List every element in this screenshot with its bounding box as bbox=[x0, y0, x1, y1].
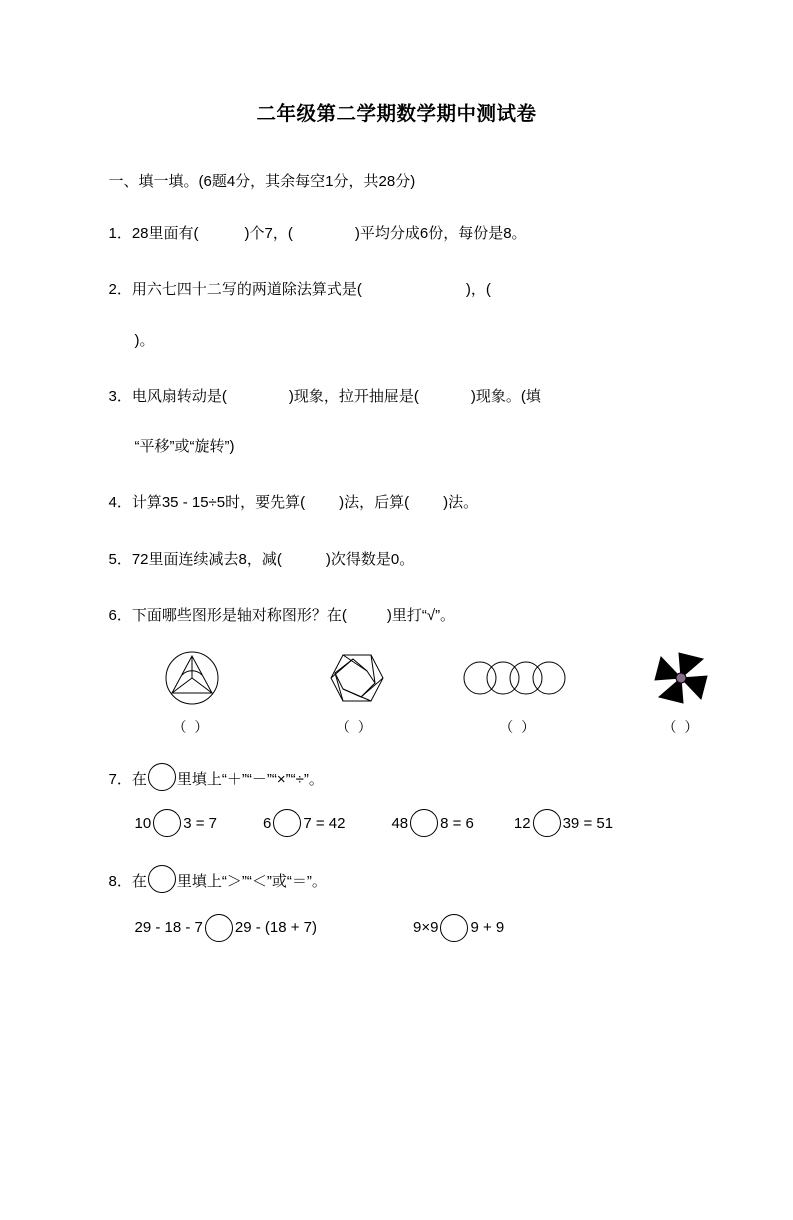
question-1-number: 1 bbox=[108, 225, 117, 242]
question-6-number: 6 bbox=[108, 606, 117, 624]
question-3-part-c: )现象。(填 bbox=[470, 387, 541, 405]
equation-right: 8 = 6 bbox=[440, 814, 474, 832]
question-6 bbox=[109, 603, 733, 629]
comparison-right: 29 - (18 + 7) bbox=[234, 919, 318, 936]
pinwheel-hexagon-figure bbox=[290, 647, 420, 709]
question-1-part-c: )平均分成6份，每份是8。 bbox=[354, 225, 527, 242]
question-7 bbox=[109, 763, 733, 793]
question-5-part-b: )次得数是0。 bbox=[325, 550, 415, 568]
answer-circle-icon[interactable] bbox=[148, 865, 176, 893]
answer-circle-icon[interactable] bbox=[148, 763, 176, 791]
circle-triangle-figure bbox=[127, 647, 257, 709]
operator-circle-icon[interactable] bbox=[273, 809, 301, 837]
question-8-number: 8 bbox=[108, 873, 117, 891]
question-2-line2: )。 bbox=[134, 331, 155, 349]
comparison-item bbox=[135, 914, 318, 942]
question-2-line1-end: )，( bbox=[465, 281, 491, 299]
question-7-part-a: ．在 bbox=[116, 771, 147, 788]
comparison-right: 9 + 9 bbox=[470, 919, 505, 936]
question-7-number: 7 bbox=[108, 771, 117, 788]
equation-item bbox=[391, 809, 473, 837]
question-4-part-b: )法，后算( bbox=[339, 494, 410, 512]
question-2 bbox=[109, 277, 733, 354]
figure-2-answer-box[interactable]: （ ） bbox=[335, 719, 374, 735]
question-5 bbox=[109, 547, 733, 573]
question-6-part-a: ．下面哪些图形是轴对称图形？在( bbox=[116, 606, 347, 624]
figure-cell-4 bbox=[616, 647, 746, 737]
section-heading-fill-in: 一、填一填。(6题4分，其余每空1分，共28分) bbox=[108, 173, 416, 190]
equation-left: 6 bbox=[262, 814, 272, 832]
operator-circle-icon[interactable] bbox=[410, 809, 438, 837]
equation-right: 39 = 51 bbox=[562, 814, 614, 832]
question-5-part-a: ．72里面连续减去8，减( bbox=[116, 550, 282, 568]
comparison-left: 9×9 bbox=[413, 919, 439, 936]
question-3 bbox=[109, 384, 733, 461]
question-3-line2: “平移”或“旋转”) bbox=[134, 438, 235, 455]
question-3-part-b: )现象，拉开抽屉是( bbox=[288, 387, 419, 405]
equation-left: 12 bbox=[513, 814, 531, 832]
figure-1-answer-box[interactable]: （ ） bbox=[172, 719, 211, 735]
question-8 bbox=[109, 865, 733, 895]
question-8-part-a: ．在 bbox=[116, 873, 147, 891]
equation-left: 10 bbox=[134, 814, 152, 832]
question-8-part-b: 里填上“＞”“＜”或“＝”。 bbox=[176, 873, 327, 891]
question-7-part-b: 里填上“＋”“－”“×”“÷”。 bbox=[176, 771, 324, 788]
question-4-part-c: )法。 bbox=[443, 494, 479, 512]
comparison-item bbox=[413, 914, 504, 942]
question-4 bbox=[109, 490, 733, 516]
figure-cell-2 bbox=[290, 647, 420, 737]
equation-item bbox=[263, 809, 345, 837]
equation-right: 7 = 42 bbox=[303, 814, 346, 832]
question-1-part-b: )个7，( bbox=[244, 225, 293, 242]
page-title: 二年级第二学期数学期中测试卷 bbox=[256, 103, 537, 125]
pinwheel-figure bbox=[616, 647, 746, 709]
comparison-left: 29 - 18 - 7 bbox=[134, 919, 203, 936]
four-circles-figure bbox=[453, 647, 583, 709]
question-5-number: 5 bbox=[108, 550, 117, 568]
question-3-number: 3 bbox=[108, 387, 117, 405]
operator-circle-icon[interactable] bbox=[153, 809, 181, 837]
question-6-figures bbox=[127, 647, 747, 737]
exam-page bbox=[0, 98, 793, 1220]
question-1-part-a: ．28里面有( bbox=[116, 225, 199, 242]
question-4-number: 4 bbox=[108, 494, 117, 512]
equation-item bbox=[514, 809, 613, 837]
equation-item bbox=[135, 809, 217, 837]
operator-circle-icon[interactable] bbox=[533, 809, 561, 837]
exam-content bbox=[61, 170, 733, 942]
question-6-part-b: )里打“√”。 bbox=[386, 606, 456, 624]
figure-3-answer-box[interactable]: （ ） bbox=[499, 719, 538, 735]
question-4-part-a: ．计算35 - 15÷5时，要先算( bbox=[116, 494, 306, 512]
question-2-line1: ．用六七四十二写的两道除法算式是( bbox=[116, 281, 362, 299]
figure-cell-3 bbox=[453, 647, 583, 737]
question-8-comparisons bbox=[135, 914, 733, 942]
comparison-circle-icon[interactable] bbox=[440, 914, 468, 942]
question-7-equations bbox=[135, 809, 733, 837]
question-2-number: 2 bbox=[108, 281, 117, 299]
figure-4-answer-box[interactable]: （ ） bbox=[662, 719, 701, 735]
equation-left: 48 bbox=[391, 814, 409, 832]
figure-cell-1 bbox=[127, 647, 257, 737]
question-1 bbox=[109, 221, 733, 247]
comparison-circle-icon[interactable] bbox=[205, 914, 233, 942]
question-3-part-a: ．电风扇转动是( bbox=[116, 387, 227, 405]
equation-right: 3 = 7 bbox=[183, 814, 217, 832]
